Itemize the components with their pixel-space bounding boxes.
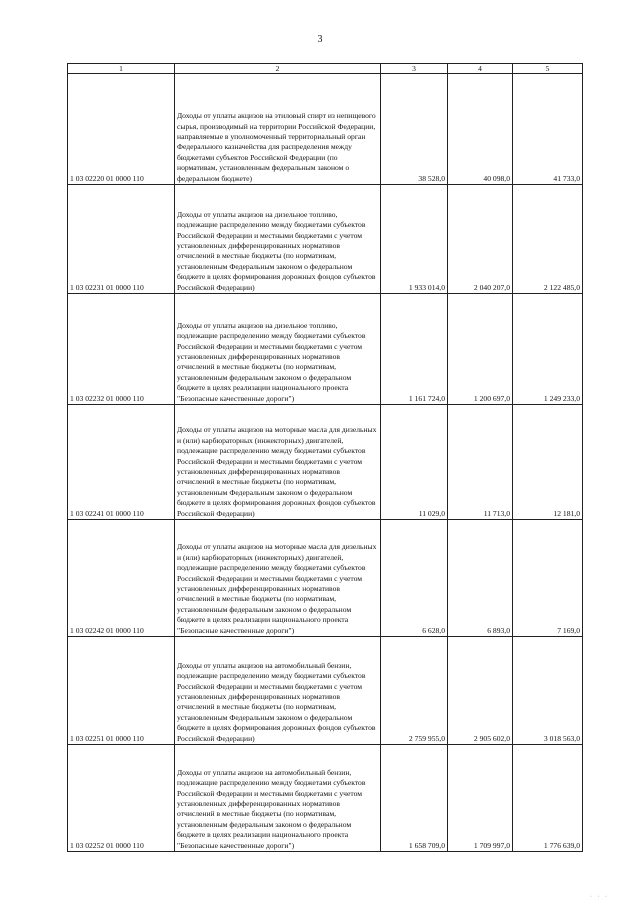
budget-code-cell: 1 03 02231 01 0000 110 xyxy=(68,185,175,294)
table-row xyxy=(68,185,583,294)
amount-cell: 2 122 485,0 xyxy=(513,185,583,294)
amount-cell: 2 040 207,0 xyxy=(448,185,513,294)
budget-code-cell: 1 03 02251 01 0000 110 xyxy=(68,637,175,745)
amount-cell: 41 733,0 xyxy=(513,74,583,185)
amount-cell: 1 776 639,0 xyxy=(513,745,583,852)
amount-cell: 2 759 955,0 xyxy=(381,637,448,745)
amount-cell: 6 893,0 xyxy=(448,520,513,637)
description-cell: Доходы от уплаты акцизов на моторные масла для дизельных и (или) карбюраторных (инжекторных) двигателей, подлежащие распределению между бюджетами субъектов Российской Федерации и местными бюджетами с учетом установленных дифференцированных нормативов отчислений в местные бюджеты (по нормативам, установленным федеральным законом о федеральном бюджете в целях реализации национального проекта "Безопасные качественные дороги") xyxy=(175,520,381,637)
column-header: 2 xyxy=(175,64,381,74)
budget-code-cell: 1 03 02242 01 0000 110 xyxy=(68,520,175,637)
scan-mark: · · · xyxy=(590,894,609,900)
amount-cell: 11 029,0 xyxy=(381,405,448,520)
column-header: 4 xyxy=(448,64,513,74)
amount-cell: 1 658 709,0 xyxy=(381,745,448,852)
column-header: 5 xyxy=(513,64,583,74)
description-cell: Доходы от уплаты акцизов на автомобильный бензин, подлежащие распределению между бюджетами субъектов Российской Федерации и местными бюджетами с учетом установленных дифференцированных нормативов отчислений в местные бюджеты (по нормативам, установленным федеральным законом о федеральном бюджете в целях реализации национального проекта "Безопасные качественные дороги") xyxy=(175,745,381,852)
description-cell: Доходы от уплаты акцизов на моторные масла для дизельных и (или) карбюраторных (инжекторных) двигателей, подлежащие распределению между бюджетами субъектов Российской Федерации и местными бюджетами с учетом установленных дифференцированных нормативов отчислений в местные бюджеты (по нормативам, установленным Федеральным законом о федеральном бюджете в целях формирования дорожных фондов субъектов Российской Федерации) xyxy=(175,405,381,520)
column-header: 1 xyxy=(68,64,175,74)
budget-code-cell: 1 03 02220 01 0000 110 xyxy=(68,74,175,185)
revenue-table xyxy=(67,63,583,852)
table-row xyxy=(68,294,583,405)
budget-code-cell: 1 03 02252 01 0000 110 xyxy=(68,745,175,852)
description-cell: Доходы от уплаты акцизов на дизельное топливо, подлежащие распределению между бюджетами субъектов Российской Федерации и местными бюджетами с учетом установленных дифференцированных нормативов отчислений в местные бюджеты (по нормативам, установленным федеральным законом о федеральном бюджете в целях реализации национального проекта "Безопасные качественные дороги") xyxy=(175,294,381,405)
amount-cell: 40 098,0 xyxy=(448,74,513,185)
description-cell: Доходы от уплаты акцизов на этиловый спирт из непищевого сырья, производимый на территории Российской Федерации, направляемые в уполномоченный территориальный орган Федерального казначейства для распределения между бюджетами субъектов Российской Федерации (по нормативам, установленным федеральным законом о федеральном бюджете) xyxy=(175,74,381,185)
budget-code-cell: 1 03 02241 01 0000 110 xyxy=(68,405,175,520)
description-cell: Доходы от уплаты акцизов на дизельное топливо, подлежащие распределению между бюджетами субъектов Российской Федерации и местными бюджетами с учетом установленных дифференцированных нормативов отчислений в местные бюджеты (по нормативам, установленным Федеральным законом о федеральном бюджете в целях формирования дорожных фондов субъектов Российской Федерации) xyxy=(175,185,381,294)
table-row xyxy=(68,405,583,520)
table-row xyxy=(68,74,583,185)
amount-cell: 1 200 697,0 xyxy=(448,294,513,405)
budget-code-cell: 1 03 02232 01 0000 110 xyxy=(68,294,175,405)
amount-cell: 12 181,0 xyxy=(513,405,583,520)
amount-cell: 1 249 233,0 xyxy=(513,294,583,405)
amount-cell: 1 709 997,0 xyxy=(448,745,513,852)
amount-cell: 1 161 724,0 xyxy=(381,294,448,405)
amount-cell: 6 628,0 xyxy=(381,520,448,637)
amount-cell: 1 933 014,0 xyxy=(381,185,448,294)
table-row xyxy=(68,520,583,637)
amount-cell: 3 018 563,0 xyxy=(513,637,583,745)
description-cell: Доходы от уплаты акцизов на автомобильный бензин, подлежащие распределению между бюджетами субъектов Российской Федерации и местными бюджетами с учетом установленных дифференцированных нормативов отчислений в местные бюджеты (по нормативам, установленным Федеральным законом о федеральном бюджете в целях формирования дорожных фондов субъектов Российской Федерации) xyxy=(175,637,381,745)
column-header: 3 xyxy=(381,64,448,74)
amount-cell: 38 528,0 xyxy=(381,74,448,185)
page-number: 3 xyxy=(317,34,323,45)
table-row xyxy=(68,745,583,852)
table-header-row xyxy=(68,64,583,74)
table-row xyxy=(68,637,583,745)
amount-cell: 7 169,0 xyxy=(513,520,583,637)
amount-cell: 11 713,0 xyxy=(448,405,513,520)
amount-cell: 2 905 602,0 xyxy=(448,637,513,745)
